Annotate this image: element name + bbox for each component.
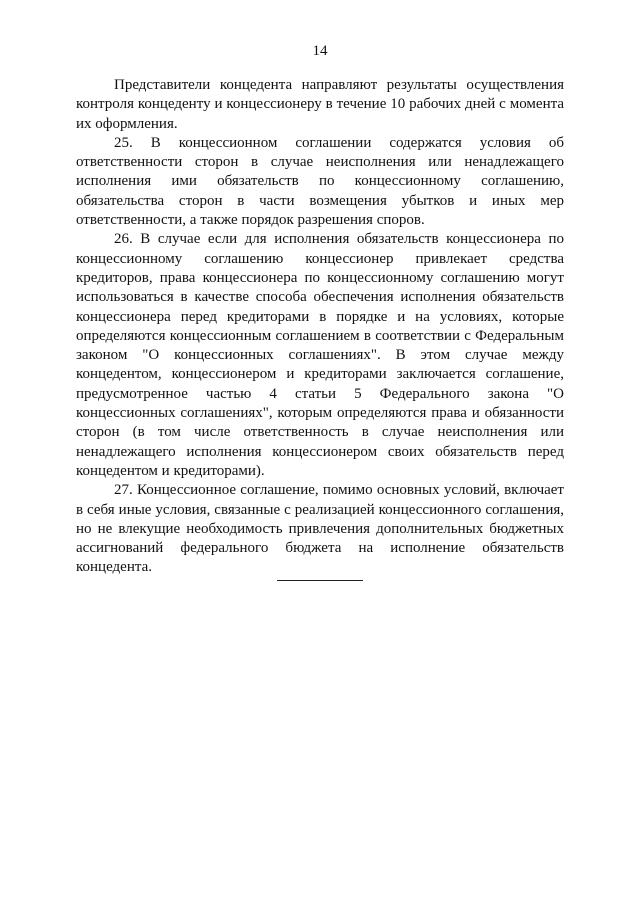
paragraph-27-other-conditions: 27. Концессионное соглашение, помимо основных условий, включает в себя иные условия, связанные с реализацией концессионного соглашения, но не влекущие необходимость привлечения дополнительных бюджетных ассигнований федерального бюджета на исполнение обязательств концедента. — [76, 482, 564, 576]
document-body — [76, 76, 564, 578]
end-divider — [277, 580, 363, 581]
page-number: 14 — [312, 43, 328, 59]
paragraph-control-results: Представители концедента направляют результаты осуществления контроля концеденту и концессионеру в течение 10 рабочих дней с момента их оформления. — [76, 77, 564, 132]
paragraph-25-liability: 25. В концессионном соглашении содержатся условия об ответственности сторон в случае неисполнения или ненадлежащего исполнения ими обязательств по концессионному соглашению, обязательства сторон в части возмещения убытков и иных мер ответственности, а также порядок разрешения споров. — [76, 134, 564, 229]
paragraph-26-creditors: 26. В случае если для исполнения обязательств концессионера по концессионному соглашению концессионер привлекает средства кредиторов, права концессионера по концессионному соглашению могут использоваться в качестве способа обеспечения исполнения обязательств концессионера перед кредиторами в порядке и на условиях, которые определяются концессионным соглашением в соответствии с Федеральным законом "О концессионных соглашениях". В этом случае между концедентом, концессионером и кредиторами заключается соглашение, предусмотренное частью 4 статьи 5 Федерального закона "О концессионных соглашениях", которым определяются права и обязанности сторон (в том числе ответственность в случае неисполнения или ненадлежащего исполнения концессионером своих обязательств перед концедентом и кредиторами). — [76, 231, 564, 479]
